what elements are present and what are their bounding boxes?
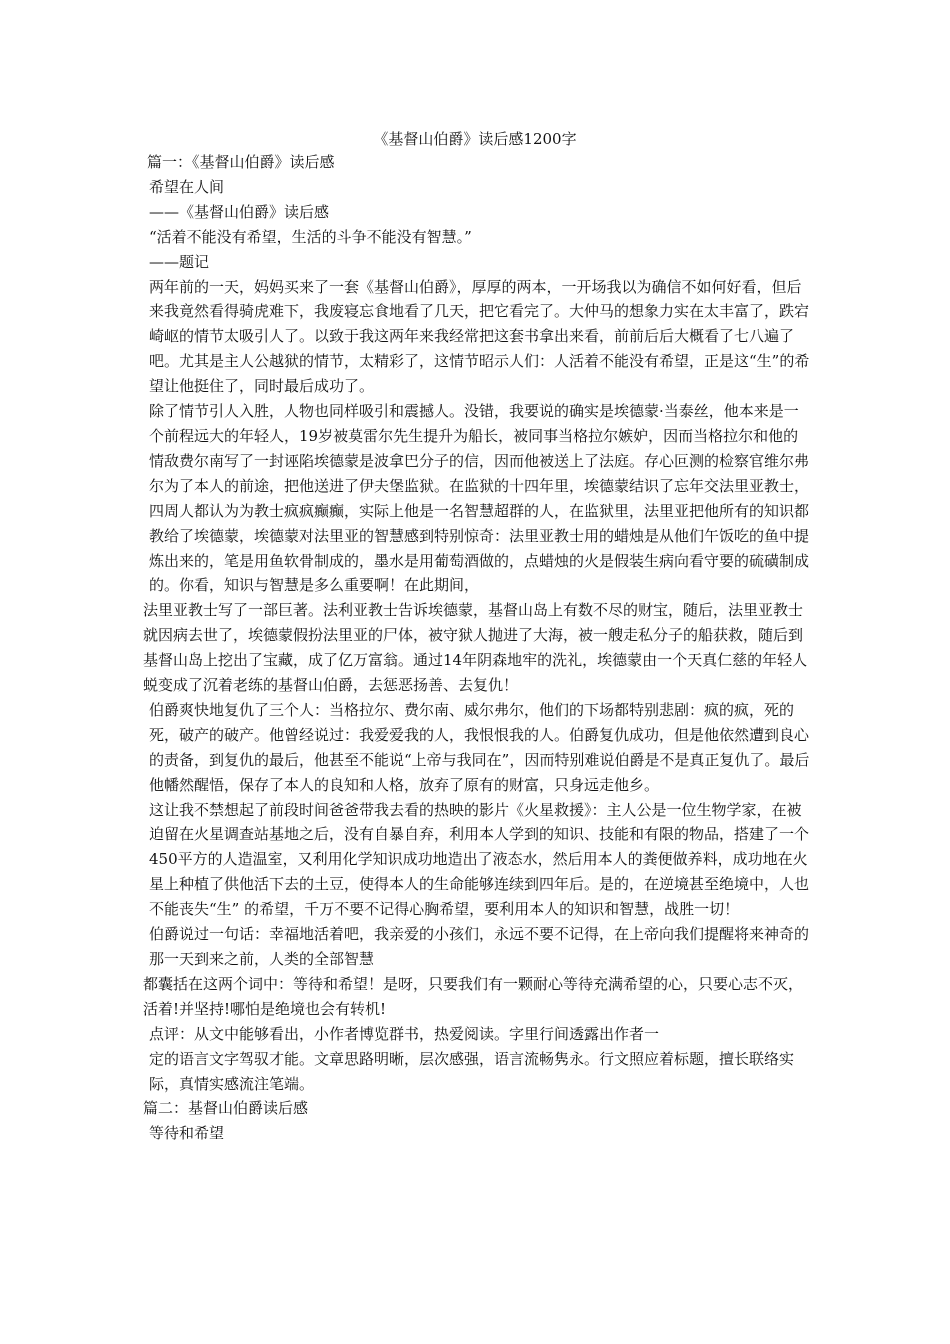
paragraph: 法里亚教士写了一部巨著。法利亚教士告诉埃德蒙，基督山岛上有数不尽的财宝，随后，法里亚教士就因病去世了，埃德蒙假扮法里亚的尸体，被守狱人抛进了大海，被一艘走私分子的船获救，随后到基督山岛上挖出了宝藏，成了亿万富翁。通过14年阴森地牢的洗礼，埃德蒙由一个天真仁慈的年轻人蜕变成了沉着老练的基督山伯爵，去惩恶扬善、去复仇！ [143, 601, 808, 695]
document-title: 《基督山伯爵》读后感1200字 [373, 130, 577, 148]
paragraph: 这让我不禁想起了前段时间爸爸带我去看的热映的影片《火星救援》：主人公是一位生物学家，在被迫留在火星调查站基地之后，没有自暴自弃，利用本人学到的知识、技能和有限的物品，搭建了一个450平方的人造温室，又利用化学知识成功地造出了液态水，然后用本人的粪便做养料，成功地在火星上种植了供他活下去的土豆，使得本人的生命能够连续到四年后。是的，在逆境甚至绝境中，人也不能丧失“生” 的希望，千万不要不记得心胸希望，要利用本人的知识和智慧，战胜一切！ [149, 800, 810, 919]
document-body [143, 150, 813, 1146]
epigraph-quote: “活着不能没有希望，生活的斗争不能没有智慧。” [149, 227, 472, 246]
essay-title: 等待和希望 [149, 1124, 225, 1143]
comment-paragraph: 点评：从文中能够看出，小作者博览群书，热爱阅读。字里行间透露出作者一 [149, 1024, 660, 1043]
section-heading: 篇一：《基督山伯爵》读后感 [147, 153, 335, 171]
section-heading: 篇二：基督山伯爵读后感 [143, 1099, 309, 1118]
essay-title: 希望在人间 [149, 177, 225, 196]
paragraph: 都囊括在这两个词中：等待和希望！是呀，只要我们有一颗耐心等待充满希望的心，只要心志不灭，活着!并坚持!哪怕是绝境也会有转机! [143, 974, 804, 1018]
paragraph: 除了情节引人入胜，人物也同样吸引和震撼人。没错，我要说的确实是埃德蒙·当泰丝，他本来是一个前程远大的年轻人，19岁被莫雷尔先生提升为船长，被同事当格拉尔嫉妒，因而当格拉尔和他的情敌费尔南写了一封诬陷埃德蒙是波拿巴分子的信，因而他被送上了法庭。存心叵测的检察官维尔弗尔为了本人的前途，把他送进了伊夫堡监狱。在监狱的十四年里，埃德蒙结识了忘年交法里亚教士，四周人都认为为教士疯疯癫癫，实际上他是一名智慧超群的人，在监狱里，法里亚把他所有的知识都教给了埃德蒙，埃德蒙对法里亚的智慧感到特别惊奇：法里亚教士用的蜡烛是从他们午饭吃的鱼中提炼出来的，笔是用鱼软骨制成的，墨水是用葡萄酒做的，点蜡烛的火是假装生病向看守要的硫磺制成的。你看，知识与智慧是多么重要啊！在此期间， [149, 402, 810, 595]
comment-paragraph: 定的语言文字驾驭才能。文章思路明晰，层次感强，语言流畅隽永。行文照应着标题，擅长联络实际，真情实感流注笔端。 [149, 1049, 795, 1093]
paragraph: 伯爵爽快地复仇了三个人：当格拉尔、费尔南、威尔弗尔，他们的下场都特别悲剧：疯的疯，死的死，破产的破产。他曾经说过：我爱爱我的人，我恨恨我的人。伯爵复仇成功，但是他依然遭到良心的责备，到复仇的最后，他甚至不能说“上帝与我同在”，因而特别难说伯爵是不是真正复仇了。最后他幡然醒悟，保存了本人的良知和人格，放弃了原有的财富，只身远走他乡。 [149, 700, 810, 794]
epigraph-source: ——题记 [149, 252, 210, 271]
paragraph: 伯爵说过一句话：幸福地活着吧，我亲爱的小孩们，永远不要不记得，在上帝向我们提醒将来神奇的那一天到来之前，人类的全部智慧 [149, 925, 810, 968]
essay-subtitle: ——《基督山伯爵》读后感 [149, 202, 330, 221]
paragraph: 两年前的一天，妈妈买来了一套《基督山伯爵》，厚厚的两本，一开场我以为确信不如何好看，但后来我竟然看得骑虎难下，我废寝忘食地看了几天，把它看完了。大仲马的想象力实在太丰富了，跌宕崎岖的情节太吸引人了。以致于我这两年来我经常把这套书拿出来看，前前后后大概看了七八遍了吧。尤其是主人公越狱的情节，太精彩了，这情节昭示人们：人活着不能没有希望，正是这“生”的希望让他挺住了，同时最后成功了。 [149, 277, 810, 396]
